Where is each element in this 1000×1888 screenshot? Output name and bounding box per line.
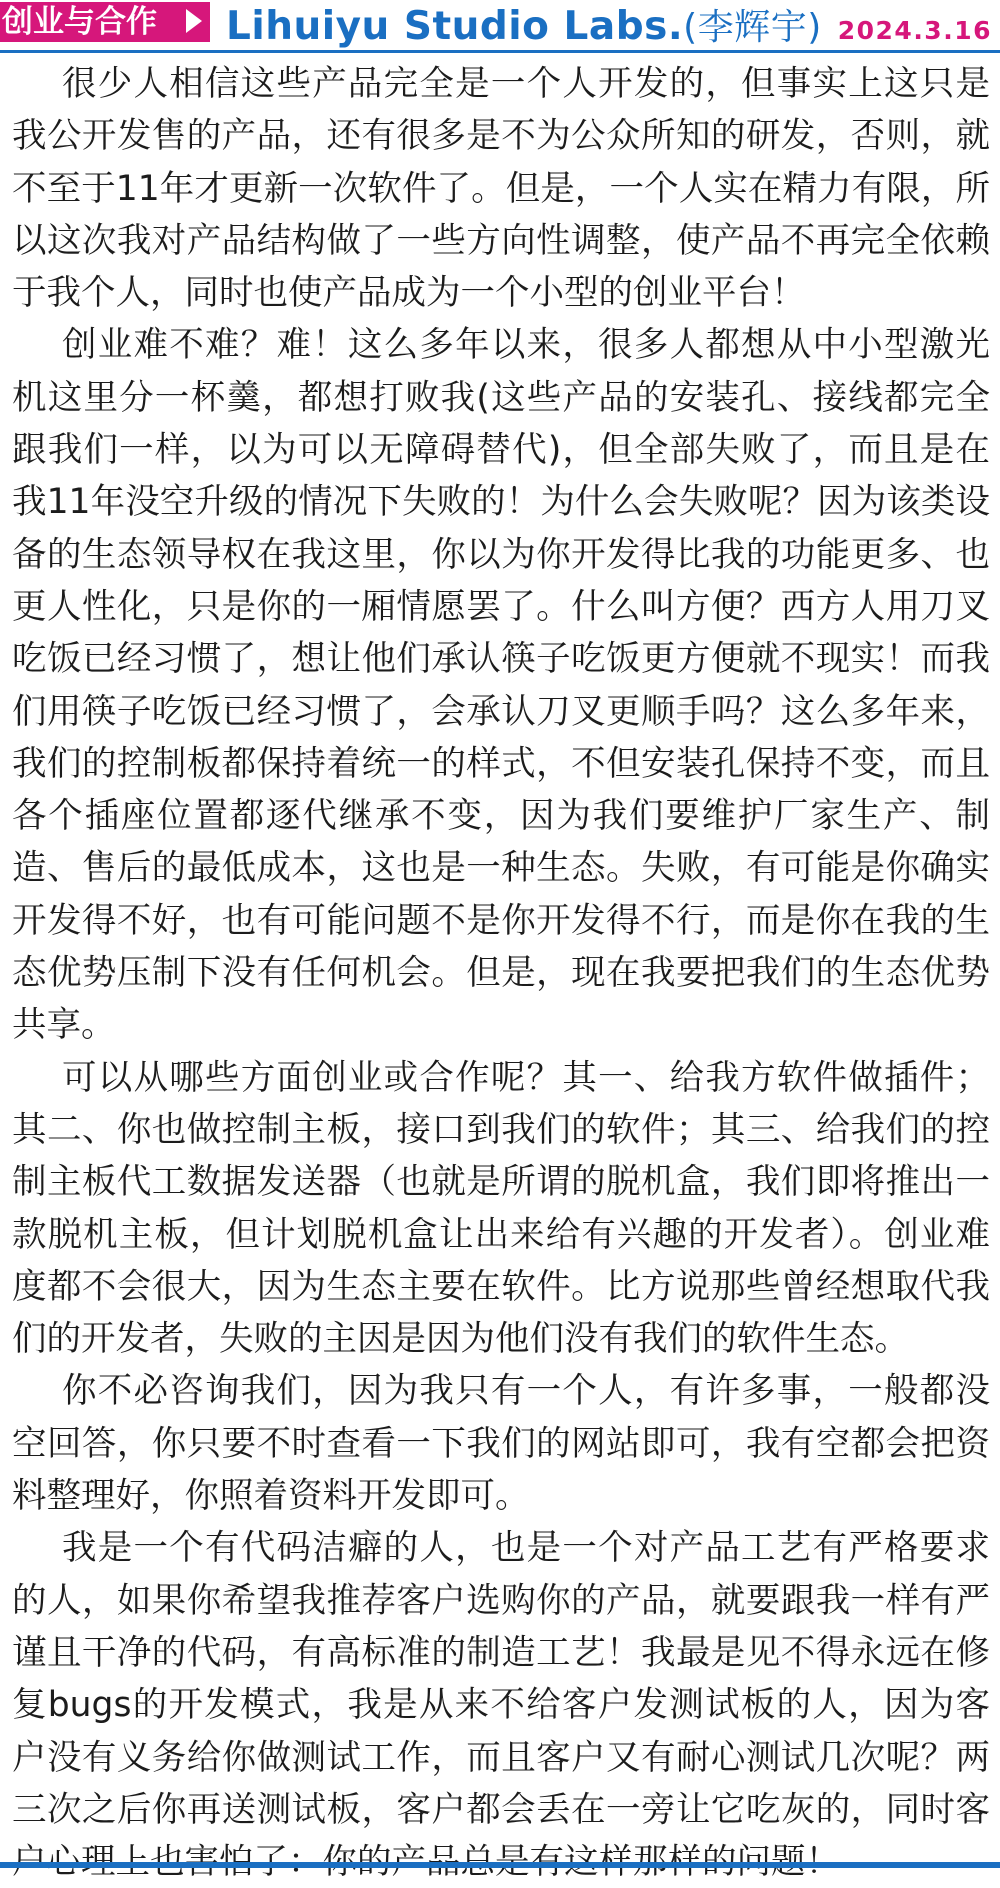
studio-name — [226, 4, 822, 51]
paragraph-5: 我是一个有代码洁癖的人，也是一个对产品工艺有严格要求的人，如果你希望我推荐客户选购你的产品，就要跟我一样有严谨且干净的代码，有高标准的制造工艺！我最是见不得永远在修复bugs的开发模式，我是从来不给客户发测试板的人，因为客户没有义务给你做测试工作，而且客户又有耐心测试几次呢？两三次之后你再送测试板，客户都会丢在一旁让它吃灰的，同时客 — [12, 1528, 990, 1830]
paragraph-2: 创业难不难？难！这么多年以来，很多人都想从中小型激光机这里分一杯羹，都想打败我(这些产品的安装孔、接线都完全跟我们一样，以为可以无障碍替代)，但全部失败了，而且是在我11年没空升级的情况下失败的！为什么会失败呢？因为该类设备的生态领导权在我这里，你以为你开发得比我的功能更多、也更人性化，只是你的一厢情愿罢了。什么叫方便？西方人用刀叉吃饭已经习惯了，想让他们承认筷子吃饭更方便就不现实！而我们用筷子吃饭已经习惯了，会承认刀叉更顺手吗？这么多年来，我们的控制板都保持着统一的样式，不但安装孔保持不变，而且各个插座位置都逐代继承不变，因为我们要维护厂家生产、制造、售后的最低成本，这也是一种生态。失败，有可能是你确实开发得不好，也有可能问题不是你开发得不行，而是你在我的生态优势压制下没有任何机会。但是，现在我要把我们的生态优势共享。 — [12, 325, 990, 1046]
publish-date: 2024.3.16 — [837, 16, 992, 45]
article-body — [12, 58, 990, 1888]
section-tag — [0, 2, 210, 42]
paragraph-4: 你不必咨询我们，因为我只有一个人，有许多事，一般都没空回答，你只要不时查看一下我们的网站即可，我有空都会把资料整理好，你照着资料开发即可。 — [12, 1371, 990, 1517]
triangle-arrow-icon — [186, 9, 202, 33]
studio-name-chinese: (李辉宇) — [683, 7, 822, 48]
article-header — [0, 0, 1000, 54]
studio-name-latin: Lihuiyu Studio Labs. — [226, 4, 684, 49]
footer-divider — [0, 1862, 1000, 1868]
paragraph-1: 很少人相信这些产品完全是一个人开发的，但事实上这只是我公开发售的产品，还有很多是不为公众所知的研发，否则，就不至于11年才更新一次软件了。但是，一个人实在精力有限，所以这次我对产品结构做了一些方向性调整，使产品不再完全依赖于我个人，同时也使产品成为一个小型的创业平台！ — [12, 64, 990, 314]
paragraph-3: 可以从哪些方面创业或合作呢？其一、给我方软件做插件；其二、你也做控制主板，接口到我们的软件；其三、给我们的控制主板代工数据发送器（也就是所谓的脱机盒，我们即将推出一款脱机主板，但计划脱机盒让出来给有兴趣的开发者）。创业难度都不会很大，因为生态主要在软件。比方说那些曾经想取代我们的开发者，失败的主因是因为他们没有我们的软件生态。 — [12, 1057, 990, 1360]
header-divider — [0, 50, 1000, 53]
section-tag-label: 创业与合作 — [2, 4, 157, 40]
